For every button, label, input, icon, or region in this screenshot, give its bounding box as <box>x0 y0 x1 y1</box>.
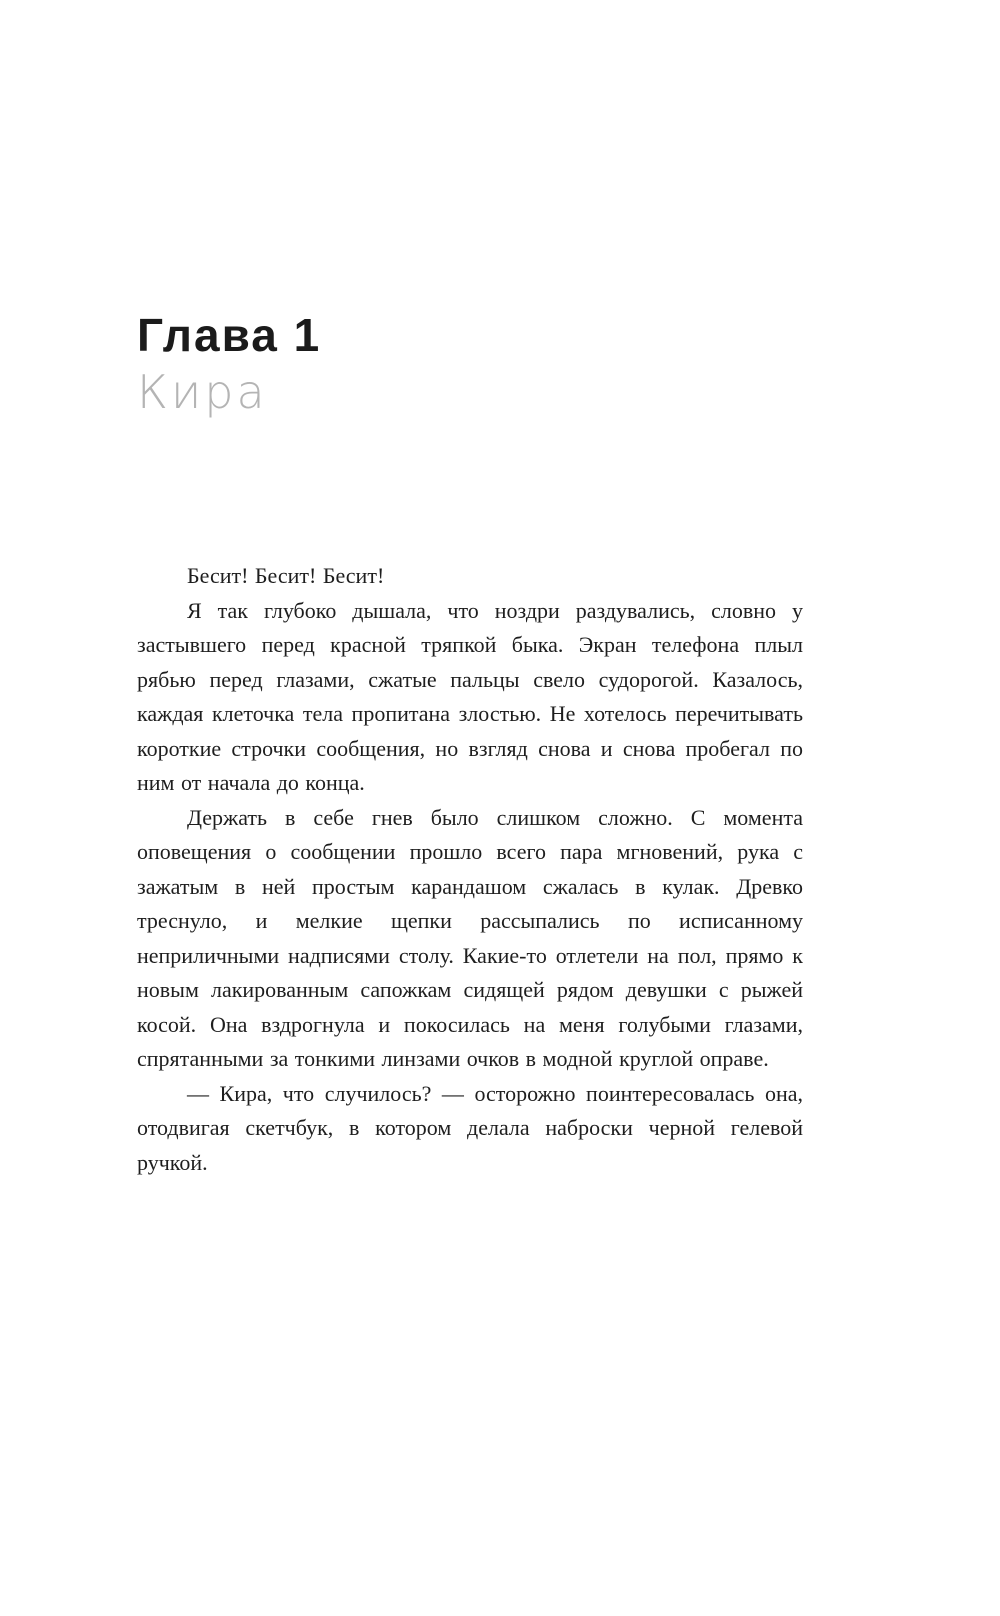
chapter-subtitle: Кира <box>137 364 268 419</box>
page-content <box>137 310 803 1180</box>
paragraph: — Кира, что случилось? — осторожно поинтересовалась она, отодвигая скетчбук, в котором делала наброски черной гелевой ручкой. <box>137 1080 803 1175</box>
paragraph: Держать в себе гнев было слишком сложно. С момента оповещения о сообщении прошло всего пара мгновений, рука с зажатым в ней простым карандашом сжалась в кулак. Древко треснуло, и мелкие щепки рассыпались по исписанному неприличными надписями столу. Какие-то отлетели на пол, прямо к новым лакированным сапожкам сидящей рядом девушки с рыжей косой. Она вздрогнула и покосилась на меня голубыми глазами, спрятанными за тонкими линзами очков в модной круглой оправе. <box>137 804 803 1072</box>
paragraph: Я так глубоко дышала, что ноздри раздувались, словно у застывшего перед красной тряпкой быка. Экран телефона плыл рябью перед глазами, сжатые пальцы свело судорогой. Казалось, каждая клеточка тела пропитана злостью. Не хотелось перечитывать короткие строчки сообщения, но взгляд снова и снова пробегал по ним от начала до конца. <box>137 597 803 796</box>
chapter-heading: Глава 1 <box>137 309 322 361</box>
chapter-text <box>137 559 803 1180</box>
paragraph: Бесит! Бесит! Бесит! <box>187 563 385 589</box>
